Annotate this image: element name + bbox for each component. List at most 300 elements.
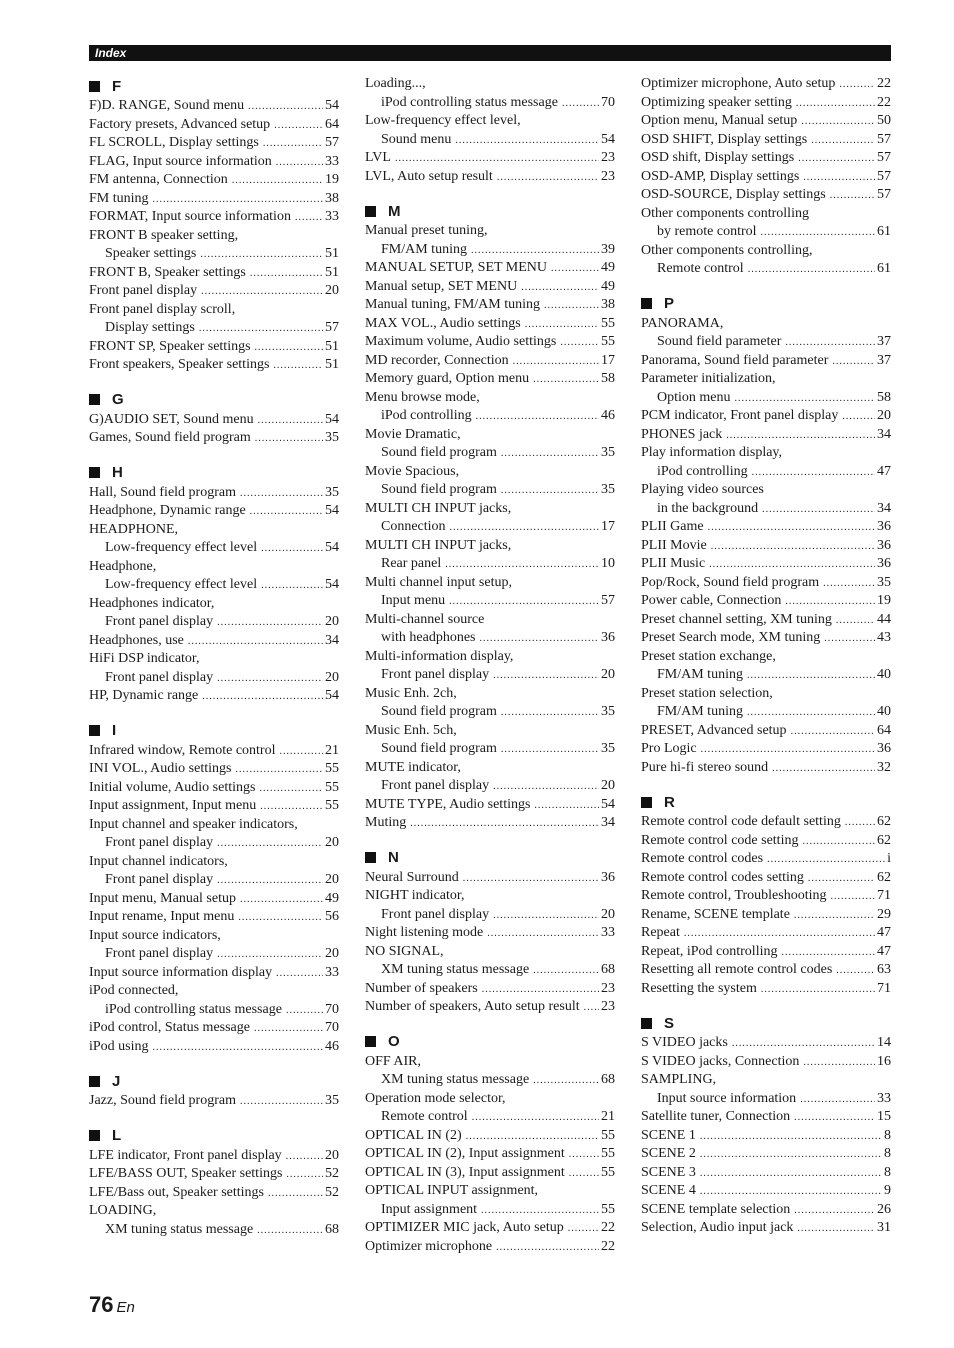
dot-leader xyxy=(295,209,323,228)
entry-text: iPod controlling status message xyxy=(105,1001,282,1017)
entry-text: Front speakers, Speaker settings xyxy=(89,357,270,372)
entry-text: PCM indicator, Front panel display xyxy=(641,408,839,423)
section-heading xyxy=(365,200,615,222)
entry-text: Night listening mode xyxy=(365,925,484,940)
dot-leader xyxy=(700,1146,882,1165)
entry-text: in the background xyxy=(657,500,759,516)
entry-text: Remote control code setting xyxy=(641,832,799,848)
index-entry xyxy=(641,1219,891,1238)
index-entry xyxy=(89,356,339,375)
index-entry xyxy=(365,1238,615,1257)
entry-text: Resetting the system xyxy=(641,980,757,996)
entry-text: Remote control codes setting xyxy=(641,869,804,885)
dot-leader xyxy=(260,798,323,817)
entry-page-number: 35 xyxy=(325,430,339,445)
dot-leader xyxy=(700,1165,882,1184)
entry-text: F)D. RANGE, Sound menu xyxy=(89,98,245,113)
entry-page-number: 49 xyxy=(601,278,615,294)
dot-leader xyxy=(761,224,875,243)
dot-leader xyxy=(493,907,599,926)
index-entry xyxy=(89,1165,339,1184)
section-square-icon xyxy=(641,298,652,309)
dot-leader xyxy=(188,633,323,652)
entry-page-number: 23 xyxy=(601,150,615,165)
entry-page-number: 21 xyxy=(601,1109,615,1124)
entry-text: Other components controlling xyxy=(641,205,809,221)
dot-leader xyxy=(845,814,875,833)
entry-page-number: 8 xyxy=(884,1127,891,1143)
section-square-icon xyxy=(89,725,100,736)
index-entry xyxy=(365,1201,615,1220)
index-entry xyxy=(641,333,891,352)
dot-leader xyxy=(726,427,875,446)
dot-leader xyxy=(410,815,599,834)
entry-page-number: 61 xyxy=(877,261,891,276)
dot-leader xyxy=(794,1109,875,1128)
index-entry xyxy=(89,558,339,577)
index-entry xyxy=(641,1127,891,1146)
index-entry xyxy=(365,1164,615,1183)
index-entry xyxy=(365,1053,615,1072)
entry-page-number: 57 xyxy=(877,150,891,165)
entry-page-number: 37 xyxy=(877,334,891,349)
entry-page-number: 55 xyxy=(601,1127,615,1143)
entry-page-number: 8 xyxy=(884,1146,891,1161)
index-entry xyxy=(641,444,891,463)
dot-leader xyxy=(263,135,323,154)
entry-text: XM tuning status message xyxy=(381,1072,530,1087)
dot-leader xyxy=(449,593,599,612)
entry-text: Headphone, xyxy=(89,558,157,574)
dot-leader xyxy=(830,187,875,206)
dot-leader xyxy=(802,833,875,852)
index-entry xyxy=(89,742,339,761)
dot-leader xyxy=(200,246,323,265)
index-entry xyxy=(365,259,615,278)
entry-page-number: 54 xyxy=(325,503,339,518)
entry-text: Input source information display xyxy=(89,964,273,980)
entry-page-number: 55 xyxy=(601,1201,615,1217)
section-square-icon xyxy=(641,797,652,808)
entry-text: Headphones, use xyxy=(89,632,184,648)
index-entry xyxy=(365,463,615,482)
entry-text: Pro Logic xyxy=(641,741,697,756)
dot-leader xyxy=(803,1054,875,1073)
section-square-icon xyxy=(365,1036,376,1047)
entry-page-number: 57 xyxy=(877,131,891,147)
entry-text: OPTICAL IN (3), Input assignment xyxy=(365,1164,565,1180)
index-entry xyxy=(365,703,615,722)
index-entry xyxy=(89,264,339,283)
entry-text: OPTICAL INPUT assignment, xyxy=(365,1183,539,1198)
entry-text: Panorama, Sound field parameter xyxy=(641,352,829,368)
entry-text: FM/AM tuning xyxy=(381,241,467,257)
entry-page-number: 62 xyxy=(877,814,891,829)
dot-leader xyxy=(772,760,875,779)
entry-page-number: 10 xyxy=(601,556,615,571)
index-entry xyxy=(641,389,891,408)
entry-text: Input menu xyxy=(381,593,446,608)
index-entry xyxy=(641,574,891,593)
section-letter: S xyxy=(664,1014,675,1032)
index-entry xyxy=(89,301,339,320)
dot-leader xyxy=(800,1091,875,1110)
entry-text: Pop/Rock, Sound field program xyxy=(641,574,820,590)
dot-leader xyxy=(732,1035,875,1054)
entry-page-number: 9 xyxy=(884,1183,891,1198)
entry-page-number: 64 xyxy=(877,722,891,738)
entry-text: Optimizing speaker setting xyxy=(641,94,792,110)
index-entry xyxy=(365,1071,615,1090)
entry-page-number: 39 xyxy=(601,241,615,257)
index-entry xyxy=(365,296,615,315)
index-entry xyxy=(641,869,891,888)
dot-leader xyxy=(255,339,323,358)
dot-leader xyxy=(276,154,323,173)
entry-page-number: 52 xyxy=(325,1184,339,1200)
entry-text: Headphone, Dynamic range xyxy=(89,503,246,518)
section-letter: F xyxy=(112,77,122,95)
entry-text: Preset station exchange, xyxy=(641,648,776,664)
entry-text: FM/AM tuning xyxy=(657,667,743,682)
entry-text: Resetting all remote control codes xyxy=(641,962,833,977)
dot-leader xyxy=(493,778,599,797)
entry-page-number: 46 xyxy=(325,1038,339,1054)
entry-page-number: 70 xyxy=(325,1001,339,1017)
entry-text: Sound field program xyxy=(381,741,497,756)
entry-text: Input source indicators, xyxy=(89,927,221,943)
entry-page-number: 20 xyxy=(325,872,339,887)
dot-leader xyxy=(471,242,599,261)
entry-page-number: 33 xyxy=(325,209,339,224)
entry-page-number: 23 xyxy=(601,999,615,1014)
index-column-3 xyxy=(641,75,891,1238)
section-heading xyxy=(89,389,339,411)
dot-leader xyxy=(803,169,875,188)
entry-page-number: 15 xyxy=(877,1109,891,1124)
section-letter: N xyxy=(388,849,399,866)
entry-text: Multi channel input setup, xyxy=(365,574,512,590)
index-entry xyxy=(365,722,615,741)
dot-leader xyxy=(235,761,323,780)
section-letter: L xyxy=(112,1127,122,1144)
dot-leader xyxy=(217,946,323,965)
entry-text: MULTI CH INPUT jacks, xyxy=(365,537,512,553)
entry-text: NIGHT indicator, xyxy=(365,888,465,903)
entry-page-number: 38 xyxy=(325,190,339,206)
entry-text: Neural Surround xyxy=(365,869,459,885)
index-entry xyxy=(365,352,615,371)
index-entry xyxy=(641,961,891,980)
index-entry xyxy=(365,666,615,685)
dot-leader xyxy=(472,1109,599,1128)
entry-text: OPTICAL IN (2) xyxy=(365,1127,462,1143)
entry-text: Pure hi-fi stereo sound xyxy=(641,759,769,775)
dot-leader xyxy=(261,540,323,559)
index-entry xyxy=(365,481,615,500)
dot-leader xyxy=(700,1183,882,1202)
entry-text: iPod controlling status message xyxy=(381,94,558,110)
entry-page-number: 70 xyxy=(601,94,615,110)
index-entry xyxy=(89,613,339,632)
dot-leader xyxy=(794,1202,875,1221)
index-entry xyxy=(641,1201,891,1220)
dot-leader xyxy=(268,1185,323,1204)
entry-text: XM tuning status message xyxy=(105,1221,254,1237)
entry-page-number: 43 xyxy=(877,630,891,645)
entry-text: Movie Dramatic, xyxy=(365,426,461,442)
index-entry xyxy=(89,816,339,835)
entry-text: Games, Sound field program xyxy=(89,430,251,445)
index-entry xyxy=(89,1202,339,1221)
dot-leader xyxy=(501,445,599,464)
entry-page-number: 50 xyxy=(877,113,891,128)
dot-leader xyxy=(501,482,599,501)
entry-page-number: 54 xyxy=(325,577,339,592)
entry-page-number: 64 xyxy=(325,116,339,132)
index-entry xyxy=(365,168,615,187)
entry-text: Movie Spacious, xyxy=(365,463,460,479)
index-entry xyxy=(89,760,339,779)
entry-text: FL SCROLL, Display settings xyxy=(89,135,259,150)
entry-page-number: 37 xyxy=(877,352,891,368)
dot-leader xyxy=(534,797,599,816)
index-entry xyxy=(89,576,339,595)
entry-page-number: 20 xyxy=(877,408,891,423)
index-entry xyxy=(641,924,891,943)
index-entry xyxy=(641,1108,891,1127)
dot-leader xyxy=(781,944,875,963)
entry-page-number: 26 xyxy=(877,1201,891,1217)
dot-leader xyxy=(482,981,599,1000)
entry-text: Sound field program xyxy=(381,482,497,497)
index-entry xyxy=(365,1127,615,1146)
index-column-1 xyxy=(89,75,339,1239)
entry-text: Hall, Sound field program xyxy=(89,484,236,500)
index-entry xyxy=(365,75,615,94)
entry-text: Sound field program xyxy=(381,704,497,719)
dot-leader xyxy=(217,670,323,689)
index-entry xyxy=(89,779,339,798)
dot-leader xyxy=(496,1239,599,1258)
entry-text: Multi-information display, xyxy=(365,648,514,664)
index-entry xyxy=(89,982,339,1001)
index-entry xyxy=(365,924,615,943)
dot-leader xyxy=(217,614,323,633)
index-entry xyxy=(365,426,615,445)
entry-text: SCENE 1 xyxy=(641,1127,696,1143)
entry-page-number: 33 xyxy=(325,153,339,169)
entry-text: FRONT B speaker setting, xyxy=(89,227,239,243)
index-entry xyxy=(89,319,339,338)
entry-text: Manual tuning, FM/AM tuning xyxy=(365,297,541,312)
dot-leader xyxy=(569,1165,599,1184)
index-entry xyxy=(641,666,891,685)
entry-page-number: 34 xyxy=(601,815,615,830)
entry-page-number: 23 xyxy=(601,980,615,996)
entry-page-number: 54 xyxy=(325,540,339,555)
dot-leader xyxy=(562,95,599,114)
dot-leader xyxy=(238,909,323,928)
dot-leader xyxy=(202,688,323,707)
entry-page-number: 23 xyxy=(601,168,615,184)
dot-leader xyxy=(708,519,875,538)
entry-text: NO SIGNAL, xyxy=(365,943,444,959)
index-entry xyxy=(365,389,615,408)
section-heading xyxy=(365,1031,615,1053)
dot-leader xyxy=(796,95,875,114)
entry-text: HiFi DSP indicator, xyxy=(89,651,200,666)
entry-text: Parameter initialization, xyxy=(641,371,776,386)
entry-page-number: 36 xyxy=(601,630,615,645)
index-entry xyxy=(365,887,615,906)
entry-page-number: 55 xyxy=(325,779,339,795)
entry-page-number: 20 xyxy=(601,667,615,682)
entry-text: Manual preset tuning, xyxy=(365,223,488,238)
index-entry xyxy=(641,518,891,537)
index-entry xyxy=(365,222,615,241)
entry-page-number: 57 xyxy=(877,168,891,184)
entry-page-number: 55 xyxy=(601,1146,615,1161)
entry-text: with headphones xyxy=(381,630,476,645)
index-entry xyxy=(365,814,615,833)
index-entry xyxy=(365,648,615,667)
index-entry xyxy=(641,685,891,704)
index-entry xyxy=(641,1182,891,1201)
section-heading xyxy=(641,1012,891,1034)
entry-text: Manual setup, SET MENU xyxy=(365,278,518,294)
index-entry xyxy=(365,1090,615,1109)
entry-page-number: 68 xyxy=(601,962,615,977)
entry-text: Front panel display xyxy=(381,906,490,922)
entry-page-number: 49 xyxy=(601,260,615,275)
dot-leader xyxy=(257,1222,323,1241)
entry-text: Input channel and speaker indicators, xyxy=(89,816,298,832)
entry-page-number: 63 xyxy=(877,962,891,977)
entry-page-number: 58 xyxy=(601,371,615,386)
entry-text: Maximum volume, Audio settings xyxy=(365,334,557,349)
entry-page-number: 55 xyxy=(601,334,615,349)
entry-text: SCENE 3 xyxy=(641,1164,696,1180)
dot-leader xyxy=(476,408,599,427)
index-entry xyxy=(89,245,339,264)
dot-leader xyxy=(254,1020,323,1039)
entry-page-number: 51 xyxy=(325,357,339,372)
dot-leader xyxy=(217,835,323,854)
entry-text: LFE/BASS OUT, Speaker settings xyxy=(89,1166,283,1181)
entry-page-number: 54 xyxy=(325,98,339,113)
index-entry xyxy=(641,887,891,906)
entry-text: iPod using xyxy=(89,1038,149,1054)
index-entry xyxy=(641,648,891,667)
index-entry xyxy=(641,352,891,371)
index-entry xyxy=(89,1038,339,1057)
entry-page-number: 17 xyxy=(601,519,615,534)
entry-page-number: 61 xyxy=(877,224,891,239)
entry-page-number: 14 xyxy=(877,1035,891,1050)
dot-leader xyxy=(248,98,323,117)
entry-page-number: 33 xyxy=(877,1090,891,1106)
entry-page-number: 36 xyxy=(877,537,891,553)
entry-text: Low-frequency effect level, xyxy=(365,113,521,128)
entry-text: Selection, Audio input jack xyxy=(641,1220,794,1235)
entry-text: Front panel display xyxy=(381,667,490,682)
entry-page-number: 35 xyxy=(601,741,615,756)
index-entry xyxy=(365,333,615,352)
section-heading xyxy=(365,847,615,869)
entry-page-number: 33 xyxy=(325,964,339,980)
index-entry xyxy=(89,521,339,540)
entry-page-number: 71 xyxy=(877,888,891,903)
dot-leader xyxy=(709,556,875,575)
dot-leader xyxy=(808,870,875,889)
index-entry xyxy=(641,223,891,242)
dot-leader xyxy=(836,612,875,631)
index-entry xyxy=(365,574,615,593)
index-entry xyxy=(365,1108,615,1127)
index-entry xyxy=(641,611,891,630)
dot-leader xyxy=(286,1166,323,1185)
index-entry xyxy=(365,131,615,150)
dot-leader xyxy=(533,371,599,390)
dot-leader xyxy=(232,172,323,191)
entry-page-number: 20 xyxy=(325,283,339,298)
entry-page-number: 54 xyxy=(325,411,339,427)
entry-text: MULTI CH INPUT jacks, xyxy=(365,500,512,516)
section-letter: J xyxy=(112,1072,121,1090)
index-entry xyxy=(365,537,615,556)
index-entry xyxy=(365,611,615,630)
entry-text: LVL xyxy=(365,150,391,165)
entry-page-number: 20 xyxy=(325,835,339,850)
entry-page-number: 62 xyxy=(877,832,891,848)
entry-text: OFF AIR, xyxy=(365,1053,422,1069)
dot-leader xyxy=(551,260,599,279)
entry-text: INI VOL., Audio settings xyxy=(89,761,232,776)
index-entry xyxy=(89,797,339,816)
dot-leader xyxy=(533,1072,599,1091)
entry-text: XM tuning status message xyxy=(381,962,530,977)
index-entry xyxy=(641,1145,891,1164)
index-entry xyxy=(365,943,615,962)
entry-text: Jazz, Sound field program xyxy=(89,1093,236,1108)
entry-page-number: 21 xyxy=(325,742,339,758)
section-letter: P xyxy=(664,295,675,312)
entry-page-number: 51 xyxy=(325,264,339,280)
entry-page-number: 35 xyxy=(601,704,615,719)
index-entry xyxy=(365,592,615,611)
dot-leader xyxy=(747,667,875,686)
entry-text: HP, Dynamic range xyxy=(89,688,199,703)
section-letter: O xyxy=(388,1033,400,1050)
index-entry xyxy=(641,75,891,94)
index-entry xyxy=(641,1053,891,1072)
entry-text: Remote control xyxy=(381,1109,468,1124)
entry-page-number: 32 xyxy=(877,759,891,775)
index-entry xyxy=(89,116,339,135)
entry-page-number: 19 xyxy=(325,172,339,187)
dot-leader xyxy=(199,320,323,339)
entry-text: Front panel display xyxy=(105,614,214,629)
section-letter: G xyxy=(112,391,124,408)
entry-text: Display settings xyxy=(105,320,195,335)
index-entry xyxy=(641,315,891,334)
entry-page-number: 22 xyxy=(601,1220,615,1235)
dot-leader xyxy=(762,501,875,520)
entry-page-number: 35 xyxy=(325,484,339,500)
entry-page-number: 40 xyxy=(877,667,891,682)
index-entry xyxy=(89,171,339,190)
